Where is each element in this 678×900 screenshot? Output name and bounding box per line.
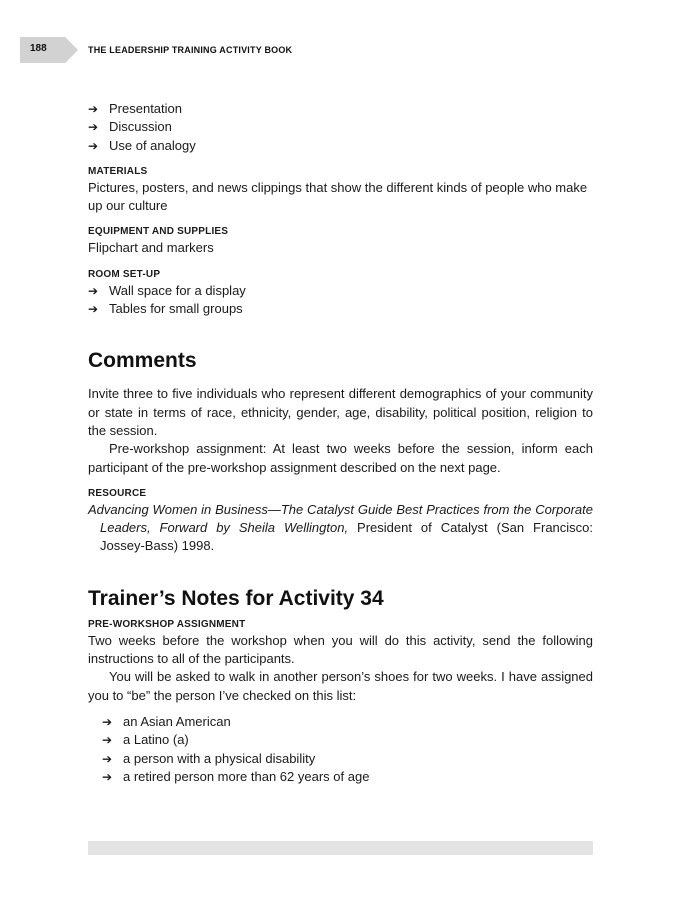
right-arrow-icon: ➔ [102, 714, 113, 729]
right-arrow-icon: ➔ [88, 102, 99, 116]
list-item-text: Discussion [109, 119, 172, 135]
resource-citation [88, 501, 593, 556]
methods-list [88, 100, 593, 155]
list-item-text: a retired person more than 62 years of age [123, 768, 370, 784]
list-item-text: a Latino (a) [123, 732, 189, 748]
list-item [88, 137, 593, 155]
list-item-text: Presentation [109, 101, 182, 116]
resource-title: Advancing Women in Business—The Catalyst Guide Best Practices from the Corporate Leaders, Forward by Sheila Wellington, [88, 501, 593, 536]
room-setup-list [88, 282, 593, 319]
right-arrow-icon: ➔ [88, 283, 99, 298]
list-item [102, 750, 593, 768]
assignment-list [88, 713, 593, 786]
trainer-notes-heading: Trainer’s Notes for Activity 34 [88, 586, 384, 610]
trainer-notes-paragraph: You will be asked to walk in another person’s shoes for two weeks. I have assigned you to “be” the person I’ve checked on this list: [88, 669, 593, 703]
resource-publisher: President of Catalyst (San Francisco: Jossey-Bass) 1998. [100, 520, 594, 554]
list-item-text: an Asian American [123, 713, 231, 729]
right-arrow-icon: ➔ [102, 769, 113, 784]
list-item-text: Wall space for a display [109, 282, 246, 298]
right-arrow-icon: ➔ [102, 751, 113, 766]
page-content [88, 100, 593, 786]
page-header [0, 37, 678, 63]
footer-bar [88, 841, 593, 855]
list-item [88, 100, 593, 118]
comments-heading: Comments [88, 349, 197, 373]
materials-text: Pictures, posters, and news clippings that show the different kinds of people who make up our culture [88, 179, 588, 214]
equipment-label: EQUIPMENT AND SUPPLIES [88, 226, 229, 238]
list-item [88, 282, 593, 300]
equipment-text: Flipchart and markers [88, 240, 214, 256]
room-setup-label: ROOM SET-UP [88, 268, 161, 280]
list-item-text: a person with a physical disability [123, 750, 316, 766]
comments-paragraph: Invite three to five individuals who represent different demographics of your community or state in terms of race, ethnicity, gender, age, disability, political position, religion to the session. [88, 386, 593, 438]
page-number-tab [20, 37, 78, 63]
right-arrow-icon: ➔ [88, 120, 99, 135]
materials-label: MATERIALS [88, 165, 148, 177]
list-item [102, 713, 593, 731]
list-item-text: Tables for small groups [109, 301, 243, 317]
right-arrow-icon: ➔ [88, 302, 99, 317]
list-item-text: Use of analogy [109, 137, 196, 153]
right-arrow-icon: ➔ [102, 733, 113, 748]
right-arrow-icon: ➔ [88, 138, 99, 153]
list-item [102, 768, 593, 786]
trainer-notes-paragraph: Two weeks before the workshop when you will do this activity, send the following instructions to all of the participants. [88, 632, 593, 667]
list-item [88, 300, 593, 318]
book-title: THE LEADERSHIP TRAINING ACTIVITY BOOK [88, 45, 293, 55]
resource-label: RESOURCE [88, 487, 147, 499]
comments-paragraph: Pre-workshop assignment: At least two weeks before the session, inform each participant of the pre-workshop assignment described on the next page. [88, 441, 593, 475]
pre-workshop-label: PRE-WORKSHOP ASSIGNMENT [88, 618, 246, 630]
list-item [102, 731, 593, 749]
page-number: 188 [30, 43, 47, 54]
list-item [88, 118, 593, 136]
